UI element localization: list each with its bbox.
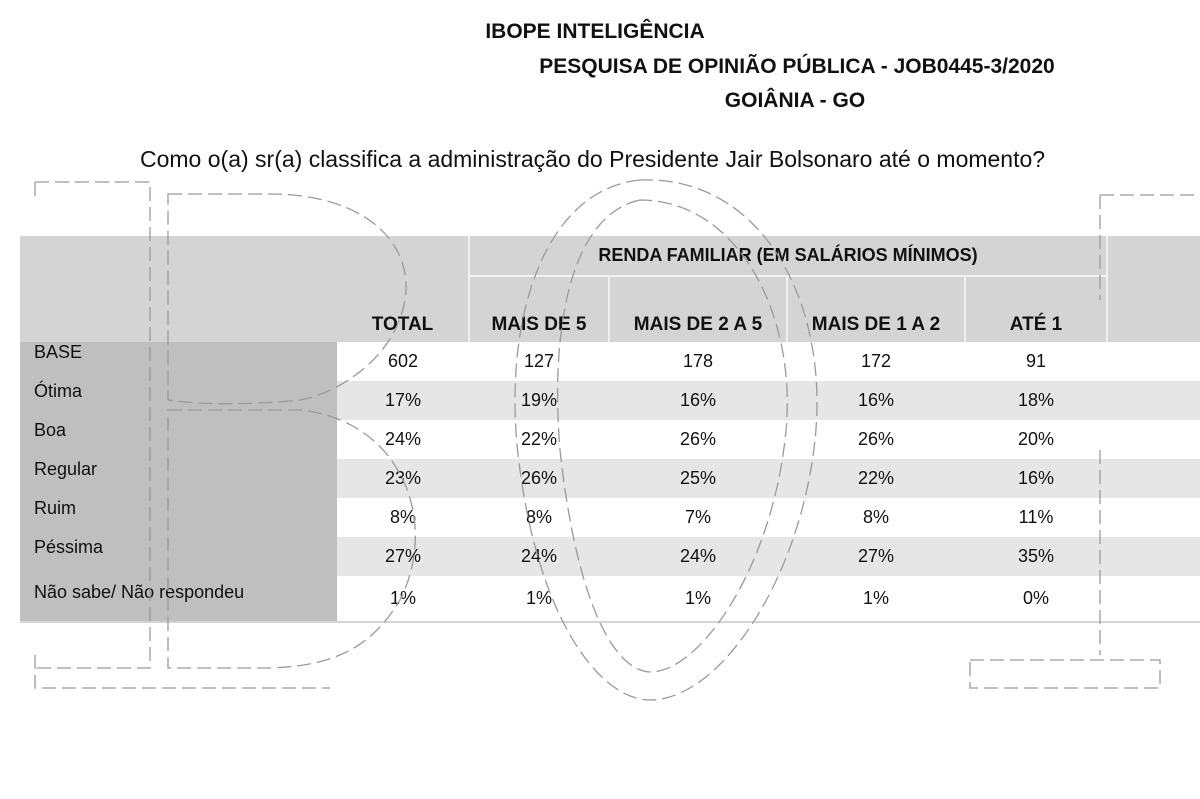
table-row	[20, 420, 1200, 459]
report-location: GOIÂNIA - GO	[724, 89, 866, 112]
group-header: RENDA FAMILIAR (EM SALÁRIOS MÍNIMOS)	[469, 236, 1107, 276]
column-header: ATÉ 1	[965, 276, 1107, 342]
table-cell: 127	[523, 351, 555, 371]
table-cell: 25%	[679, 468, 717, 488]
table-cell-empty	[1107, 381, 1200, 420]
table-cell: 22%	[520, 429, 558, 449]
table-cell: 26%	[679, 429, 717, 449]
table-row	[20, 459, 1200, 498]
table-cell: 8%	[525, 507, 552, 527]
table-cell: 1%	[337, 576, 469, 622]
row-label: Boa	[20, 420, 337, 459]
table-cell: 8%	[389, 507, 416, 527]
table-cell: 24%	[520, 546, 558, 566]
table-cell: 178	[682, 351, 714, 371]
table-cell: 20%	[1017, 429, 1055, 449]
table-cell: 26%	[520, 468, 558, 488]
table-cell: 16%	[679, 390, 717, 410]
table-cell: 27%	[857, 546, 895, 566]
table-cell: 26%	[857, 429, 895, 449]
row-label: Não sabe/ Não respondeu	[20, 576, 337, 622]
table-cell: 19%	[520, 390, 558, 410]
column-header: MAIS DE 5	[469, 276, 609, 342]
table-cell: 23%	[384, 468, 422, 488]
table-row	[20, 576, 1200, 622]
table-cell: 8%	[862, 507, 889, 527]
table-cell: 18%	[1017, 390, 1055, 410]
table-row	[20, 381, 1200, 420]
column-header: MAIS DE 2 A 5	[609, 276, 787, 342]
table-cell: 16%	[1017, 468, 1055, 488]
table-cell: 91	[1025, 351, 1047, 371]
table-cell: 24%	[384, 429, 422, 449]
row-label: Regular	[20, 459, 337, 498]
table-cell: 1%	[609, 576, 787, 622]
table-row	[20, 498, 1200, 537]
row-label: BASE	[20, 342, 337, 381]
row-label: Ótima	[20, 381, 337, 420]
table-cell: 172	[860, 351, 892, 371]
table-cell: 16%	[857, 390, 895, 410]
column-header: MAIS DE 1 A 2	[787, 276, 965, 342]
corner-cell	[20, 236, 337, 342]
header-filler	[1107, 276, 1200, 342]
report-subtitle: PESQUISA DE OPINIÃO PÚBLICA - JOB0445-3/2020	[539, 55, 1055, 78]
table-cell: 22%	[857, 468, 895, 488]
row-label: Péssima	[20, 537, 337, 576]
header-filler	[1107, 236, 1200, 276]
table-cell-empty	[1107, 459, 1200, 498]
table-row	[20, 537, 1200, 576]
table-cell: 24%	[679, 546, 717, 566]
group-header-row	[20, 236, 1200, 276]
table-cell-empty	[1107, 537, 1200, 576]
table-cell: 0%	[965, 576, 1107, 622]
survey-question: Como o(a) sr(a) classifica a administração do Presidente Jair Bolsonaro até o momento?	[140, 146, 1046, 172]
table-cell: 7%	[684, 507, 711, 527]
table-cell: 27%	[384, 546, 422, 566]
row-label: Ruim	[20, 498, 337, 537]
table-cell-empty	[1107, 498, 1200, 537]
table-cell-empty	[1107, 576, 1200, 622]
results-table	[20, 236, 1200, 623]
table-cell: 1%	[787, 576, 965, 622]
table-row	[20, 342, 1200, 381]
column-header: TOTAL	[337, 236, 469, 342]
table-cell: 11%	[1018, 507, 1054, 527]
table-cell: 602	[387, 351, 419, 371]
table-cell-empty	[1107, 342, 1200, 381]
report-title: IBOPE INTELIGÊNCIA	[485, 20, 705, 43]
table-cell-empty	[1107, 420, 1200, 459]
table-cell: 35%	[1017, 546, 1055, 566]
table-cell: 1%	[469, 576, 609, 622]
table-cell: 17%	[384, 390, 422, 410]
